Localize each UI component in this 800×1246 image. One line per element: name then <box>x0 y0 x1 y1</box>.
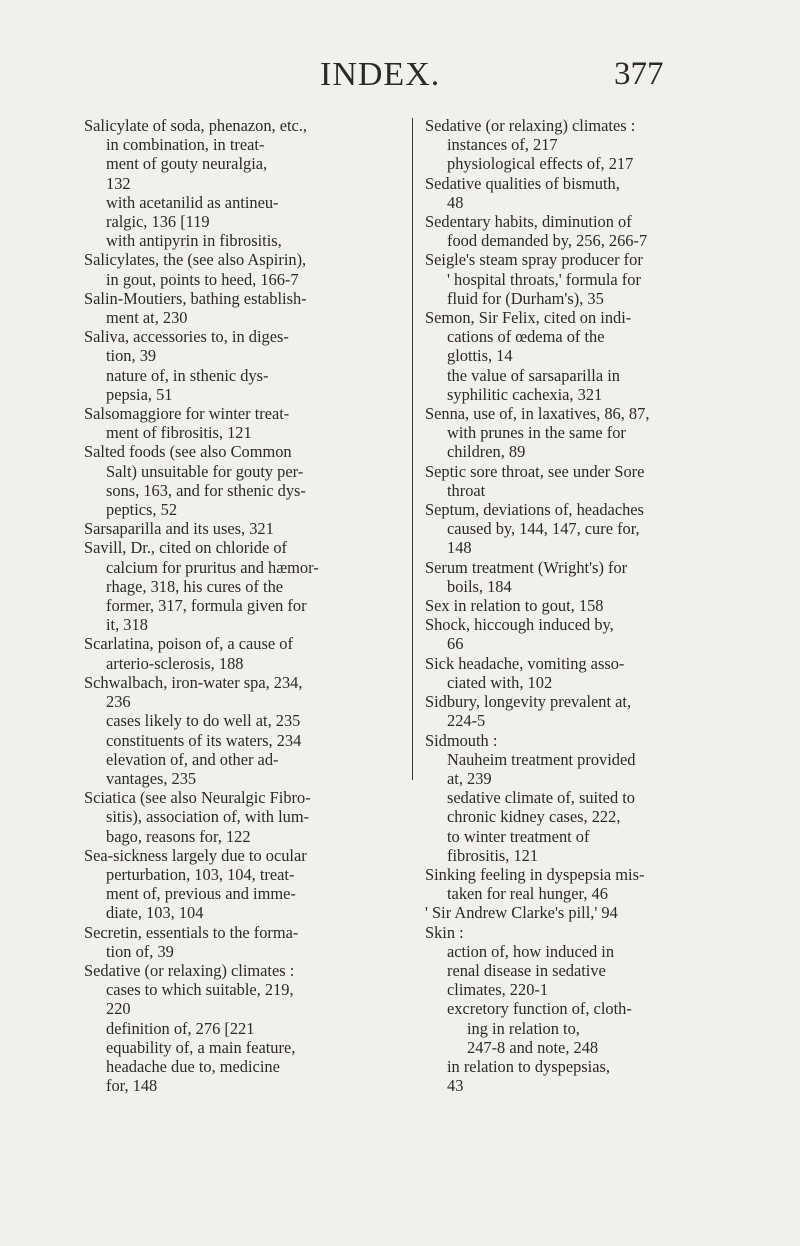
index-subentry: ' hospital throats,' formula for <box>447 269 641 289</box>
index-subentry: sitis), association of, with lum- <box>106 807 310 827</box>
index-entry: ' Sir Andrew Clarke's pill,' 94 <box>425 903 618 923</box>
index-subentry: calcium for pruritus and hæmor- <box>106 557 319 577</box>
index-entry: Septic sore throat, see under Sore <box>425 461 645 481</box>
index-entry: Serum treatment (Wright's) for <box>425 557 628 577</box>
index-subentry: ment of fibrositis, 121 <box>106 423 252 443</box>
index-subentry: tion of, 39 <box>106 941 174 961</box>
index-entry: Sea-sickness largely due to ocular <box>84 845 307 865</box>
index-subentry: equability of, a main feature, <box>106 1037 296 1057</box>
index-subentry: former, 317, formula given for <box>106 596 307 616</box>
index-subentry: bago, reasons for, 122 <box>106 826 251 846</box>
index-entry: Salicylate of soda, phenazon, etc., <box>84 116 308 135</box>
index-entry: Sex in relation to gout, 158 <box>425 596 604 616</box>
index-subentry: vantages, 235 <box>106 768 197 788</box>
index-subentry: elevation of, and other ad- <box>106 749 279 769</box>
index-subentry: the value of sarsaparilla in <box>447 365 620 385</box>
index-subentry: ciated with, 102 <box>447 672 553 692</box>
page-number: 377 <box>614 56 664 92</box>
index-subentry: cases to which suitable, 219, <box>106 980 294 1000</box>
index-entry: Septum, deviations of, headaches <box>425 500 644 520</box>
index-subentry: 48 <box>447 192 464 212</box>
index-subentry: perturbation, 103, 104, treat- <box>106 864 295 884</box>
index-entry: Salted foods (see also Common <box>84 442 292 462</box>
index-subentry: with acetanilid as antineu- <box>106 192 279 212</box>
index-entry: Seigle's steam spray producer for <box>425 250 643 270</box>
index-subentry: pepsia, 51 <box>106 384 173 404</box>
index-subentry: 220 <box>106 999 131 1019</box>
index-entry: Semon, Sir Felix, cited on indi- <box>425 308 632 328</box>
index-subentry: 247-8 and note, 248 <box>467 1037 599 1057</box>
index-entry: Savill, Dr., cited on chloride of <box>84 538 288 558</box>
index-subentry: nature of, in sthenic dys- <box>106 365 269 385</box>
index-subentry: fluid for (Durham's), 35 <box>447 288 604 308</box>
index-entry: Salicylates, the (see also Aspirin), <box>84 250 307 270</box>
index-subentry: instances of, 217 <box>447 135 558 155</box>
index-subentry: ment of gouty neuralgia, <box>106 154 268 174</box>
index-subentry: taken for real hunger, 46 <box>447 884 608 904</box>
index-entry: Sidbury, longevity prevalent at, <box>425 692 632 712</box>
index-subentry: sedative climate of, suited to <box>447 788 635 808</box>
index-entry: Sedative (or relaxing) climates : <box>425 116 636 135</box>
index-subentry: glottis, 14 <box>447 346 513 366</box>
index-subentry: at, 239 <box>447 768 492 788</box>
index-entry: Sedative (or relaxing) climates : <box>84 960 295 980</box>
index-subentry: definition of, 276 [221 <box>106 1018 255 1038</box>
index-subentry: rhage, 318, his cures of the <box>106 576 284 596</box>
index-entry: Sarsaparilla and its uses, 321 <box>84 519 274 539</box>
index-subentry: caused by, 144, 147, cure for, <box>447 519 640 539</box>
index-subentry: throat <box>447 480 486 500</box>
index-subentry: children, 89 <box>447 442 526 462</box>
index-subentry: ment at, 230 <box>106 308 188 328</box>
index-subentry: with prunes in the same for <box>447 423 626 443</box>
index-entry: Sidmouth : <box>425 730 498 750</box>
index-subentry: excretory function of, cloth- <box>447 999 632 1019</box>
index-subentry: in relation to dyspepsias, <box>447 1056 610 1076</box>
index-subentry: with antipyrin in fibrositis, <box>106 231 282 251</box>
index-entry: Sedative qualities of bismuth, <box>425 173 620 193</box>
index-subentry: renal disease in sedative <box>447 960 606 980</box>
index-subentry: in gout, points to heed, 166-7 <box>106 269 299 289</box>
index-subentry: physiological effects of, 217 <box>447 154 634 174</box>
index-subentry: 43 <box>447 1076 464 1096</box>
index-subentry: climates, 220-1 <box>447 980 549 1000</box>
index-entry: Senna, use of, in laxatives, 86, 87, <box>425 404 650 424</box>
index-subentry: action of, how induced in <box>447 941 615 961</box>
index-subentry: to winter treatment of <box>447 826 590 846</box>
index-subentry: cases likely to do well at, 235 <box>106 711 301 731</box>
index-subentry: fibrositis, 121 <box>447 845 539 865</box>
index-subentry: sons, 163, and for sthenic dys- <box>106 480 306 500</box>
index-entry: Salin-Moutiers, bathing establish- <box>84 288 307 308</box>
index-entry: Sedentary habits, diminution of <box>425 212 632 232</box>
index-subentry: 148 <box>447 538 472 558</box>
index-subentry: constituents of its waters, 234 <box>106 730 302 750</box>
column-divider <box>412 118 413 780</box>
index-subentry: peptics, 52 <box>106 500 178 520</box>
index-subentry: headache due to, medicine <box>106 1056 280 1076</box>
index-entry: Shock, hiccough induced by, <box>425 615 614 635</box>
index-entry: Sinking feeling in dyspepsia mis- <box>425 864 645 884</box>
index-subentry: 236 <box>106 692 131 712</box>
index-subentry: arterio-sclerosis, 188 <box>106 653 244 673</box>
index-entry: Salsomaggiore for winter treat- <box>84 404 290 424</box>
index-right-column <box>425 116 723 1095</box>
index-subentry: 132 <box>106 173 131 193</box>
index-subentry: boils, 184 <box>447 576 512 596</box>
index-left-column <box>84 116 382 1095</box>
index-entry: Schwalbach, iron-water spa, 234, <box>84 672 303 692</box>
index-subentry: ment of, previous and imme- <box>106 884 296 904</box>
index-subentry: in combination, in treat- <box>106 135 265 155</box>
index-subentry: tion, 39 <box>106 346 157 366</box>
index-subentry: for, 148 <box>106 1076 158 1096</box>
index-entry: Secretin, essentials to the forma- <box>84 922 299 942</box>
index-subentry: Salt) unsuitable for gouty per- <box>106 461 304 481</box>
index-subentry: ralgic, 136 [119 <box>106 212 210 232</box>
index-subentry: food demanded by, 256, 266-7 <box>447 231 648 251</box>
index-subentry: 66 <box>447 634 464 654</box>
index-subentry: ing in relation to, <box>467 1018 580 1038</box>
index-subentry: 224-5 <box>447 711 486 731</box>
index-subentry: diate, 103, 104 <box>106 903 204 923</box>
index-entry: Sciatica (see also Neuralgic Fibro- <box>84 788 311 808</box>
index-entry: Saliva, accessories to, in diges- <box>84 327 289 347</box>
index-title: INDEX. <box>320 56 441 93</box>
index-subentry: syphilitic cachexia, 321 <box>447 384 603 404</box>
index-subentry: cations of œdema of the <box>447 327 605 347</box>
index-entry: Sick headache, vomiting asso- <box>425 653 625 673</box>
index-subentry: chronic kidney cases, 222, <box>447 807 621 827</box>
index-subentry: it, 318 <box>106 615 148 635</box>
index-entry: Skin : <box>425 922 464 942</box>
page-header <box>0 56 800 96</box>
index-entry: Scarlatina, poison of, a cause of <box>84 634 293 654</box>
index-subentry: Nauheim treatment provided <box>447 749 636 769</box>
